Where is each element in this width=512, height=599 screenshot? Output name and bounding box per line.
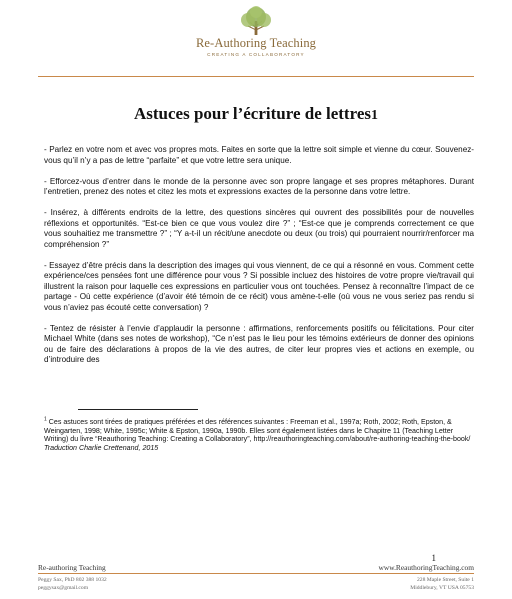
paragraph: - Efforcez-vous d’entrer dans le monde de la personne avec son propre langage et ses propres métaphores. Durant l’entretien, prenez des notes et citez les mots et expressions exactes de la personne dans votre lettre. [44,176,474,196]
address-line-2: Middlebury, VT USA 05753 [410,584,474,591]
title-footnote-marker: 1 [371,108,378,123]
footnote-marker: 1 [44,416,47,423]
footer-website: www.ReauthoringTeaching.com [378,563,474,572]
contact-phone: Peggy Sax, PhD 802 388 1032 [38,577,107,583]
paragraph: - Essayez d’être précis dans la description des images qui vous viennent, de ce qui a résonné en vous. Comment cette expérience/ces pensées font une différence pour vous ? Si possible incluez des histoires de votre propre vie/travail qui illustrent la raison pour laquelle ces expressions en particulier vous ont touchées. Pensez à reconnaître l’impact de ce partage - Où cette expérience (d’avoir été témoin de ce récit) vous amène-t-elle (où vous ne vous seriez pas rendu si vous n’aviez pas écouté cette conversation) ? [44,260,474,312]
logo [0,6,512,57]
body-text [44,145,474,376]
translation-credit: Traduction Charlie Crettenand, 2015 [44,443,159,452]
brand-name: Re-Authoring Teaching [195,36,317,50]
paragraph: - Tentez de résister à l’envie d’applaudir la personne : affirmations, renforcements positifs ou félicitations. Pour citer Michael White (dans ses notes de workshop), “Ce n’est pas le lieu pour les témoins extérieurs de donner des opinions ou de faire des déclarations à propos de la vie des autres, de citer leur propres vies et actions en exemple, ou d’introduire des [44,323,474,364]
footer-brand: Re-authoring Teaching [38,563,106,572]
header-divider [38,76,474,77]
footnote [44,418,474,452]
footer-contact [38,577,107,592]
paragraph: - Parlez en votre nom et avec vos propres mots. Faites en sorte que la lettre soit simple et vienne du cœur. Souvenez-vous qu’il n’y a pas de lettre “parfaite” et que votre lettre sera unique. [44,145,474,165]
page-number: 1 [431,553,436,563]
footer-divider [38,573,474,574]
paragraph: - Insérez, à différents endroits de la lettre, des questions sincères qui ouvrent des possibilités pour de nouvelles réflexions et opportunités. “Est-ce bien ce que vous voulez dire ?” ; “Est-ce que je comprends correctement ce que vous souhaitiez me transmettre ?” ; “Y a-t-il un récit/une anecdote ou deux (ou trois) qui pourraient nourrir/renforcer ma compréhension ?” [44,208,474,249]
address-line-1: 228 Maple Street, Suite 1 [416,577,474,583]
title-text: Astuces pour l’écriture de lettres [134,104,371,123]
footnote-text: Ces astuces sont tirées de pratiques préférées et des références suivantes : Freeman et al., 1997a; Roth, 2002; Roth, Epston, & Weingarten, 1998; White, 1995c; White & Epston, 1990a, 1990b. Elles sont également listées dans le Chapitre 11 (Teaching Letter Writing) du livre “Reauthoring Teaching: Creating a Collaboratory”, http://reauthoringteaching.com/about/re-authoring-teaching-the-book/ [44,418,471,444]
contact-email: peggysax@gmail.com [38,584,89,591]
footer-address [410,577,474,592]
brand-tagline: CREATING A COLLABORATORY [207,52,305,57]
page-title [0,104,512,124]
footnote-divider [78,409,198,410]
tree-logo-icon [234,6,278,36]
